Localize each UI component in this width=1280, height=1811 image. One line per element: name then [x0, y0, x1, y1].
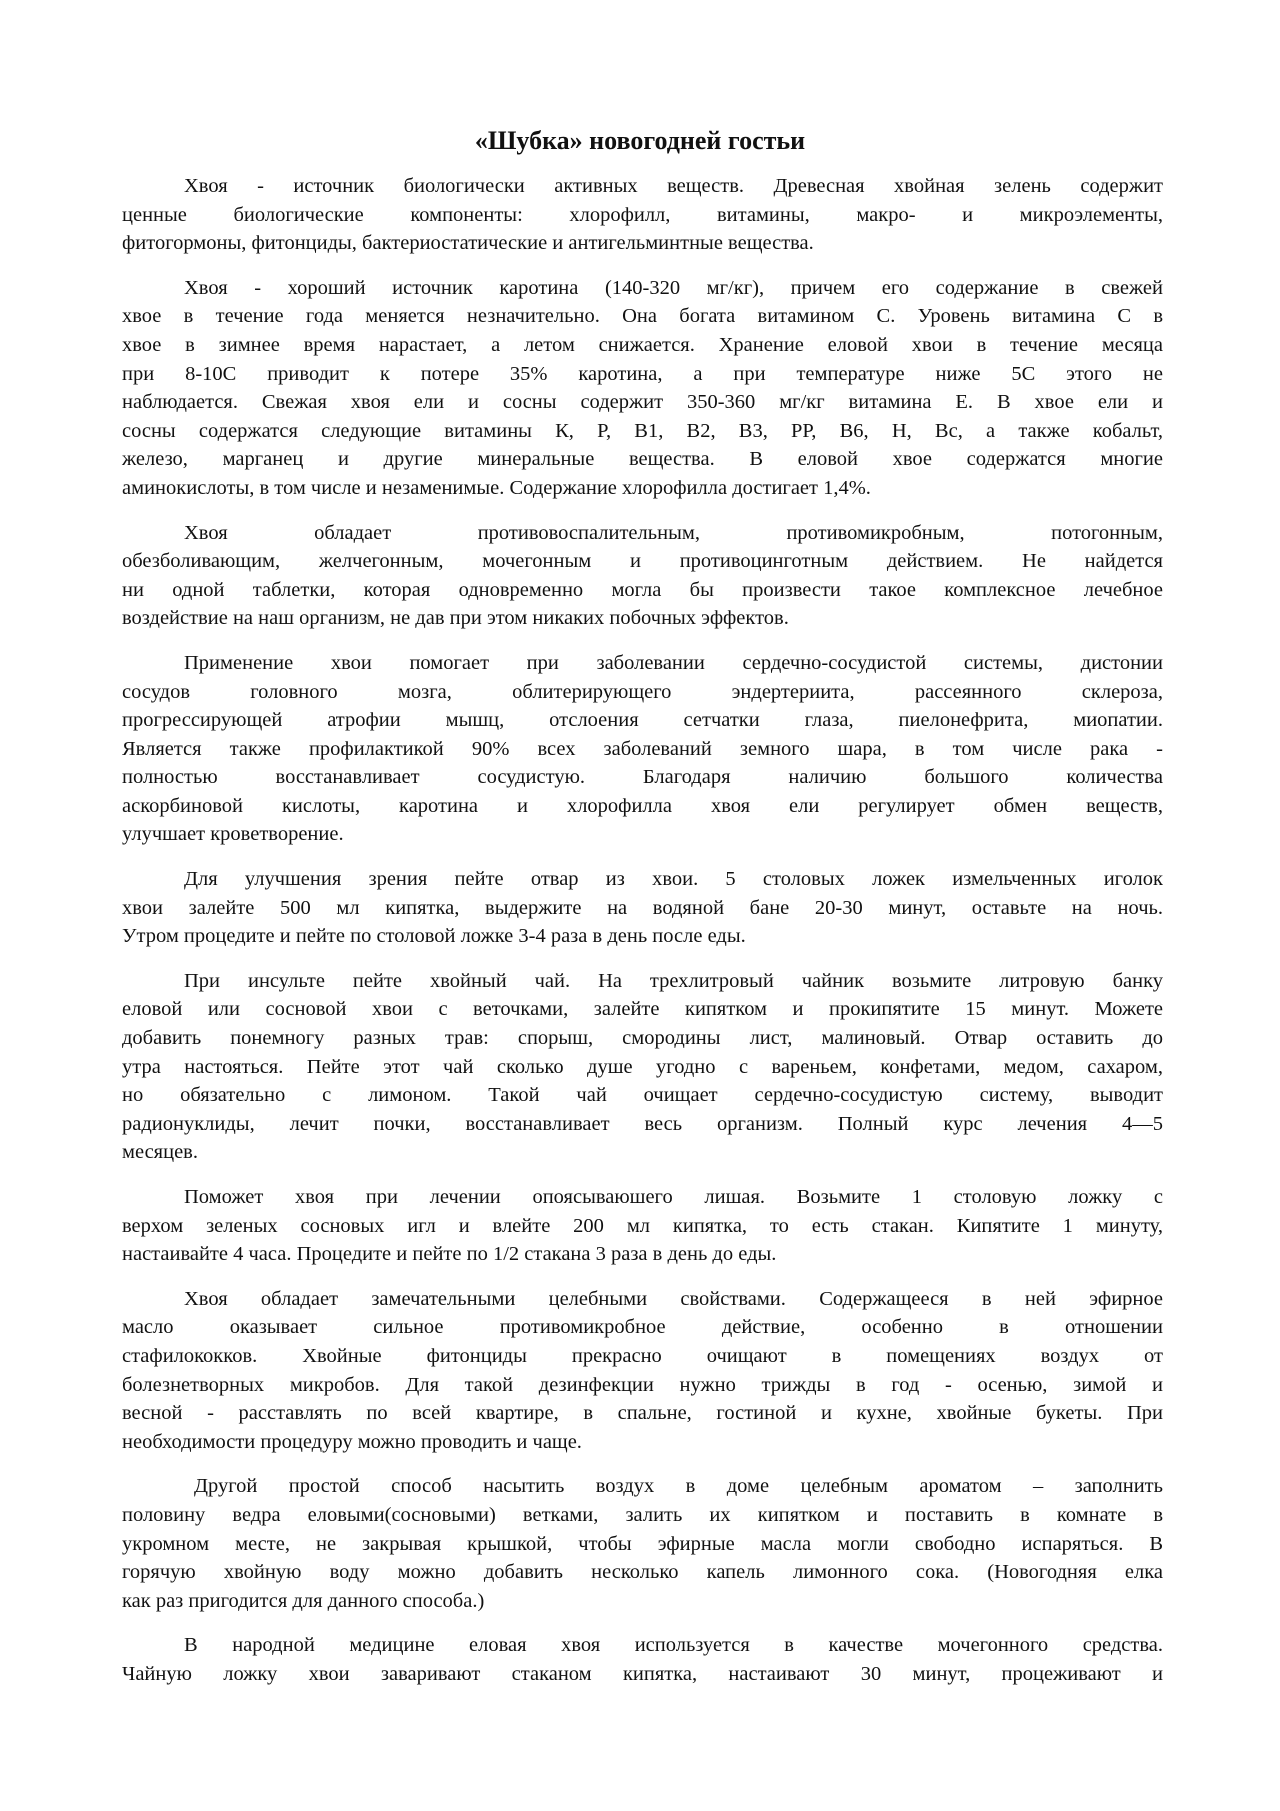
- text-line: сосны содержатся следующие витамины К, Р, В1, В2, В3, РР, В6, Н, Вс, а также кобальт,: [122, 419, 1163, 442]
- text-line: укромном месте, не закрывая крышкой, чтобы эфирные масла могли свободно испаряться. В: [122, 1532, 1163, 1555]
- text-line: сосудов головного мозга, облитерирующего эндертериита, рассеянного склероза,: [122, 680, 1163, 703]
- paragraph: [122, 1285, 1163, 1457]
- text-line: Утром процедите и пейте по столовой ложке 3-4 раза в день после еды.: [122, 925, 746, 948]
- text-line: полностью восстанавливает сосудистую. Благодаря наличию большого количества: [122, 766, 1163, 789]
- text-line: Чайную ложку хвои заваривают стаканом кипятка, настаивают 30 минут, процеживают и: [122, 1662, 1163, 1685]
- text-line: верхом зеленых сосновых игл и влейте 200 мл кипятка, то есть стакан. Кипятите 1 минуту,: [122, 1214, 1163, 1237]
- paragraph: [122, 274, 1163, 503]
- text-line: хвое в течение года меняется незначительно. Она богата витамином С. Уровень витамина С в: [122, 305, 1163, 328]
- text-line: при 8-10С приводит к потере 35% каротина, а при температуре ниже 5С этого не: [122, 362, 1163, 385]
- text-line: железо, марганец и другие минеральные вещества. В еловой хвое содержатся многие: [122, 448, 1163, 471]
- paragraph: [122, 1472, 1163, 1615]
- text-line: Поможет хвоя при лечении опоясываюшего лишая. Возьмите 1 столовую ложку с: [184, 1186, 1163, 1208]
- text-line: месяцев.: [122, 1141, 198, 1164]
- text-line: болезнетворных микробов. Для такой дезинфекции нужно трижды в год - осенью, зимой и: [122, 1373, 1163, 1396]
- paragraph: [122, 1183, 1163, 1269]
- paragraph: [122, 519, 1163, 633]
- text-line: Для улучшения зрения пейте отвар из хвои. 5 столовых ложек измельченных иголок: [184, 868, 1163, 891]
- paragraph: [122, 1631, 1163, 1688]
- text-line: В народной медицине еловая хвоя используется в качестве мочегонного средства.: [184, 1634, 1163, 1657]
- text-line: фитогормоны, фитонциды, бактериостатические и антигельминтные вещества.: [122, 232, 814, 255]
- text-line: улучшает кроветворение.: [122, 823, 344, 846]
- paragraph: [122, 865, 1163, 951]
- text-line: При инсульте пейте хвойный чай. На трехлитровый чайник возьмите литровую банку: [184, 969, 1163, 992]
- text-line: утра настояться. Пейте этот чай сколько душе угодно с вареньем, конфетами, медом, сахаром,: [122, 1055, 1163, 1078]
- document-body: [122, 172, 1163, 1705]
- text-line: Применение хвои помогает при заболевании сердечно-сосудистой системы, дистонии: [184, 651, 1163, 674]
- text-line: Хвоя - источник биологически активных веществ. Древесная хвойная зелень содержит: [184, 175, 1163, 197]
- paragraph: [122, 967, 1163, 1167]
- text-line: прогрессирующей атрофии мышц, отслоения сетчатки глаза, пиелонефрита, миопатии.: [122, 709, 1163, 732]
- paragraph: [122, 649, 1163, 849]
- text-line: Хвоя - хороший источник каротина (140-320 мг/кг), причем его содержание в свежей: [184, 276, 1163, 299]
- document-title: «Шубка» новогодней гостьи: [474, 126, 806, 155]
- text-line: ни одной таблетки, которая одновременно могла бы произвести такое комплексное лечебное: [122, 578, 1163, 601]
- text-line: но обязательно с лимоном. Такой чай очищает сердечно-сосудистую систему, выводит: [122, 1084, 1163, 1107]
- text-line: настаивайте 4 часа. Процедите и пейте по 1/2 стакана 3 раза в день до еды.: [122, 1243, 777, 1266]
- text-line: хвое в зимнее время нарастает, а летом снижается. Хранение еловой хвои в течение месяца: [122, 333, 1163, 356]
- text-line: как раз пригодится для данного способа.): [122, 1589, 485, 1612]
- text-line: весной - расставлять по всей квартире, в спальне, гостиной и кухне, хвойные букеты. При: [122, 1402, 1163, 1425]
- text-line: масло оказывает сильное противомикробное действие, особенно в отношении: [122, 1316, 1163, 1339]
- text-line: Другой простой способ насытить воздух в доме целебным ароматом – заполнить: [194, 1475, 1163, 1498]
- text-line: горячую хвойную воду можно добавить несколько капель лимонного сока. (Новогодняя елка: [122, 1561, 1163, 1584]
- text-line: аминокислоты, в том числе и незаменимые. Содержание хлорофилла достигает 1,4%.: [122, 476, 871, 499]
- text-line: радионуклиды, лечит почки, восстанавливает весь организм. Полный курс лечения 4—5: [122, 1112, 1163, 1135]
- text-line: воздействие на наш организм, не дав при этом никаких побочных эффектов.: [122, 607, 789, 630]
- text-line: Хвоя обладает противовоспалительным, противомикробным, потогонным,: [184, 521, 1163, 544]
- paragraph: [122, 172, 1163, 258]
- text-line: добавить понемногу разных трав: спорыш, смородины лист, малиновый. Отвар оставить до: [122, 1027, 1163, 1050]
- text-line: еловой или сосновой хвои с веточками, залейте кипятком и прокипятите 15 минут. Можете: [122, 998, 1163, 1021]
- text-line: хвои залейте 500 мл кипятка, выдержите на водяной бане 20-30 минут, оставьте на ночь.: [122, 896, 1163, 919]
- text-line: обезболивающим, желчегонным, мочегонным и противоцинготным действием. Не найдется: [122, 550, 1163, 573]
- text-line: Хвоя обладает замечательными целебными свойствами. Содержащееся в ней эфирное: [184, 1287, 1163, 1310]
- text-line: стафилококков. Хвойные фитонциды прекрасно очищают в помещениях воздух от: [122, 1344, 1163, 1367]
- text-line: аскорбиновой кислоты, каротина и хлорофилла хвоя ели регулирует обмен веществ,: [122, 794, 1163, 817]
- text-line: Является также профилактикой 90% всех заболеваний земного шара, в том числе рака -: [122, 737, 1163, 760]
- text-line: половину ведра еловыми(сосновыми) ветками, залить их кипятком и поставить в комнате в: [122, 1503, 1163, 1526]
- text-line: наблюдается. Свежая хвоя ели и сосны содержит 350-360 мг/кг витамина Е. В хвое ели и: [122, 391, 1163, 414]
- text-line: необходимости процедуру можно проводить и чаще.: [122, 1430, 582, 1453]
- text-line: ценные биологические компоненты: хлорофилл, витамины, макро- и микроэлементы,: [122, 203, 1163, 226]
